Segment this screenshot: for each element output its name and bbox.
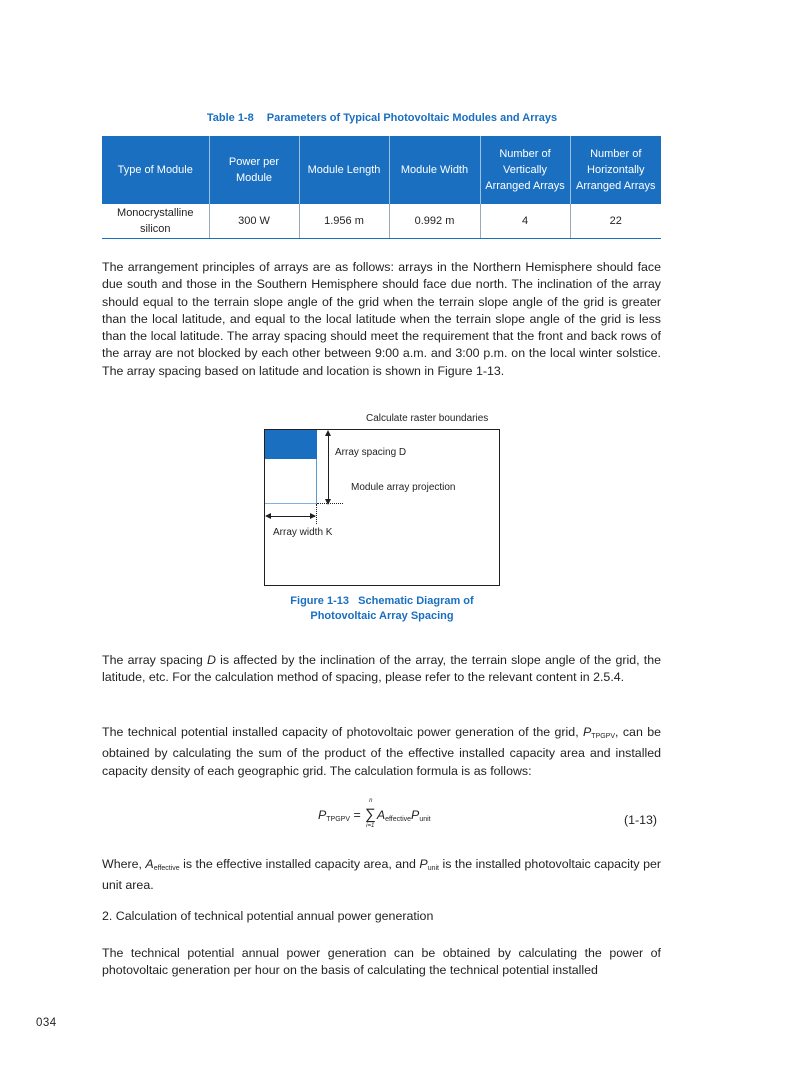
paragraph-arrangement-principles: The arrangement principles of arrays are as follows: arrays in the Northern Hemisphere should face due south and those in the Southern Hemisphere should face due north. The inclination of the array should equal to the terrain slope angle of the grid when the terrain slope angle of the grid is greater than the local latitude, and equal to the local latitude when the terrain slope angle of the grid is less than the local latitude. The array spacing should meet the requirement that the front and back rows of the array are not blocked by each other between 9:00 a.m. and 3:00 p.m. on the local winter solstice. The array spacing based on latitude and location is shown in Figure 1-13. <box>102 260 661 378</box>
eq-lhs-sub: TPGPV <box>326 816 350 823</box>
table-row <box>102 204 661 239</box>
cell-horizontal: 22 <box>570 204 661 239</box>
width-dimension-line <box>267 516 315 517</box>
header-horizontal-arrays: Number of Horizontally Arranged Arrays <box>570 136 661 204</box>
dotted-guide-vertical <box>316 504 317 524</box>
header-vertical-arrays: Number of Vertically Arranged Arrays <box>480 136 570 204</box>
equation-number: (1-13) <box>624 813 658 827</box>
eq-term-a-sub: effective <box>385 816 412 823</box>
paragraph-array-spacing <box>102 652 661 687</box>
parameters-table <box>102 136 661 239</box>
text: is affected by the inclination of the array, the terrain slope angle of the grid, the latitude, etc. For the calculation method of spacing, please refer to the relevant content in 2.5.4. <box>102 653 661 685</box>
array-spacing-diagram <box>264 410 500 586</box>
module-array-block <box>265 430 317 459</box>
table-caption <box>102 112 662 124</box>
paragraph-installed-capacity <box>102 724 661 780</box>
eq-term-p-sub: unit <box>419 816 431 823</box>
eq-lhs: P <box>318 808 327 822</box>
cell-vertical: 4 <box>480 204 570 239</box>
eq-term-a: A <box>376 808 386 822</box>
label-array-width: Array width K <box>273 527 333 538</box>
variable-p: P <box>583 725 592 739</box>
equation-1-13 <box>318 798 431 829</box>
cell-power: 300 W <box>209 204 299 239</box>
text: The array spacing <box>102 653 207 667</box>
header-module-width: Module Width <box>389 136 480 204</box>
text: The technical potential installed capacity of photovoltaic power generation of the grid, <box>102 725 584 739</box>
module-array-projection-area <box>265 459 317 504</box>
cell-length: 1.956 m <box>299 204 389 239</box>
dotted-guide-horizontal <box>317 503 343 504</box>
cell-type: Monocrystalline silicon <box>102 204 209 239</box>
summation-icon <box>365 798 376 829</box>
variable-a: A <box>145 857 154 871</box>
text: , can be obtained by calculating the sum of the product of the effective installed capacity area and installed capacity density of each geographic grid. The calculation formula is as follows: <box>102 725 661 778</box>
table-header-row <box>102 136 661 204</box>
eq-term-p: P <box>411 808 420 822</box>
header-module-length: Module Length <box>299 136 389 204</box>
paragraph-annual-generation: The technical potential annual power generation can be obtained by calculating the power of photovoltaic generation per hour on the basis of calculating the technical potential installed <box>102 946 661 978</box>
subscript-unit: unit <box>427 865 439 872</box>
variable-d: D <box>206 653 216 667</box>
page-number: 034 <box>36 1017 57 1029</box>
sigma-symbol: ∑ <box>365 806 376 823</box>
figure-caption <box>264 594 500 624</box>
subscript-effective: effective <box>153 865 180 872</box>
table-caption-title: Parameters of Typical Photovoltaic Modules and Arrays <box>266 112 558 124</box>
arrow-right-icon <box>310 513 316 519</box>
sum-lower: i=1 <box>366 823 375 829</box>
figure-caption-line2: Photovoltaic Array Spacing <box>310 610 454 622</box>
label-array-spacing: Array spacing D <box>335 447 407 458</box>
label-raster-boundaries: Calculate raster boundaries <box>366 413 489 424</box>
paragraph-where <box>102 856 661 895</box>
cell-width: 0.992 m <box>389 204 480 239</box>
label-module-projection: Module array projection <box>351 482 456 493</box>
header-type-of-module: Type of Module <box>102 136 209 204</box>
text: Where, <box>102 857 146 871</box>
arrow-down-icon <box>325 499 331 505</box>
table-caption-number: Table 1-8 <box>206 112 254 124</box>
spacing-dimension-line <box>328 432 329 503</box>
sum-upper: n <box>369 798 373 804</box>
variable-p: P <box>419 857 428 871</box>
header-power-per-module: Power per Module <box>209 136 299 204</box>
figure-caption-line1: Figure 1-13 Schematic Diagram of <box>290 595 474 607</box>
text: is the effective installed capacity area, and <box>179 857 420 871</box>
section-subheading: 2. Calculation of technical potential annual power generation <box>102 909 434 923</box>
subscript-tpgpv: TPGPV <box>591 733 616 740</box>
raster-boundary-box <box>264 429 500 586</box>
eq-equals: = <box>350 808 365 822</box>
text: is the installed photovoltaic capacity per unit area. <box>102 857 661 893</box>
